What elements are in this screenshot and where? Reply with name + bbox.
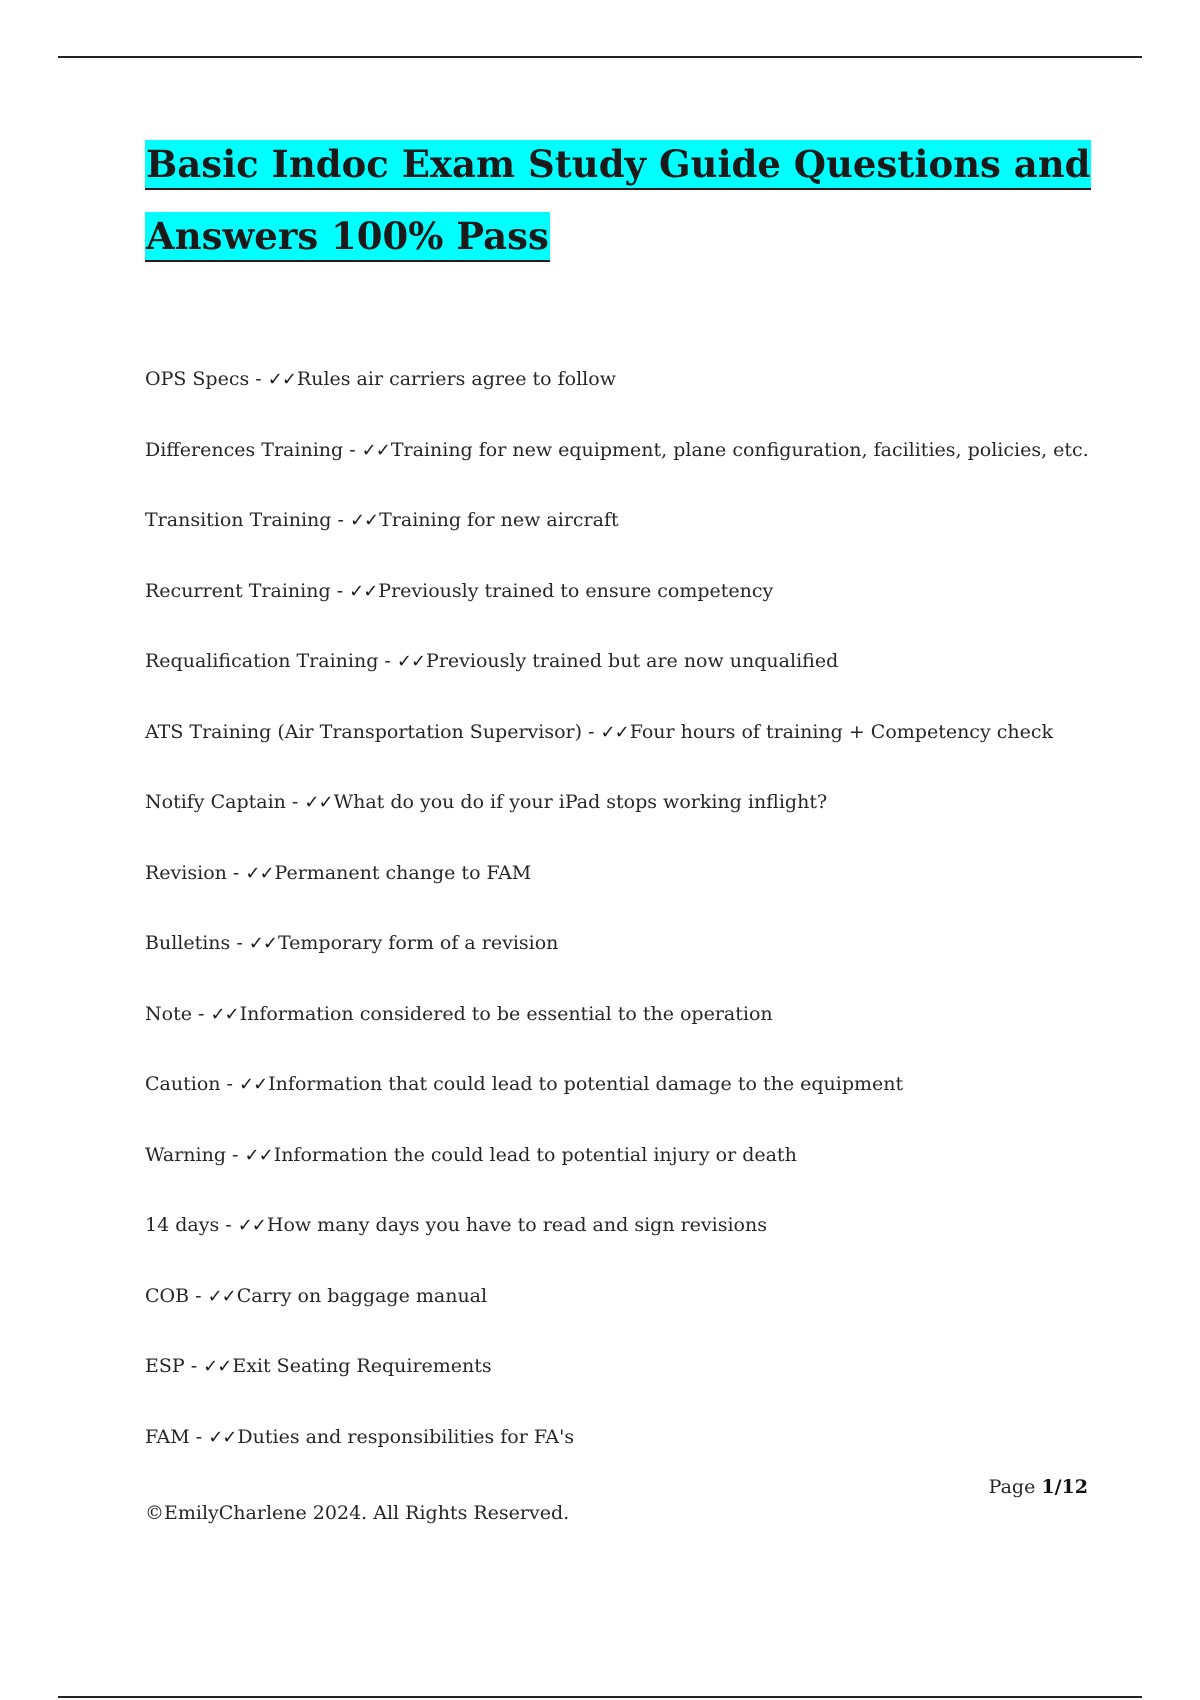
qa-separator: - bbox=[230, 932, 249, 954]
qa-item bbox=[145, 928, 1125, 999]
qa-list bbox=[145, 364, 1125, 1492]
qa-definition: Information that could lead to potential damage to the equipment bbox=[268, 1073, 904, 1095]
qa-item bbox=[145, 435, 1125, 506]
qa-definition: What do you do if your iPad stops working inflight? bbox=[333, 791, 828, 813]
qa-definition: Previously trained but are now unqualified bbox=[426, 650, 839, 672]
qa-definition: Permanent change to FAM bbox=[274, 861, 532, 884]
qa-separator: - bbox=[220, 1073, 239, 1095]
qa-definition: Exit Seating Requirements bbox=[232, 1355, 492, 1377]
qa-separator: - bbox=[249, 368, 268, 390]
qa-separator: - bbox=[219, 1214, 238, 1236]
qa-term: Requalification Training bbox=[145, 650, 379, 672]
double-check-icon: ✓✓ bbox=[600, 721, 629, 743]
title-line-2: Answers 100% Pass bbox=[145, 212, 550, 262]
page-current: 1 bbox=[1041, 1476, 1055, 1498]
qa-term: Differences Training bbox=[145, 438, 344, 461]
qa-item bbox=[145, 576, 1125, 647]
double-check-icon: ✓✓ bbox=[207, 1285, 236, 1307]
title-line-1: Basic Indoc Exam Study Guide Questions and bbox=[145, 140, 1091, 190]
qa-separator: - bbox=[191, 1002, 211, 1025]
top-divider bbox=[58, 56, 1142, 58]
qa-definition: Training for new aircraft bbox=[379, 509, 619, 531]
qa-separator: - bbox=[285, 791, 305, 813]
qa-separator: - bbox=[226, 861, 246, 884]
qa-item bbox=[145, 787, 1125, 858]
qa-term: Notify Captain bbox=[145, 791, 286, 813]
qa-separator: - bbox=[189, 1284, 208, 1307]
double-check-icon: ✓✓ bbox=[349, 510, 379, 531]
qa-separator: - bbox=[226, 1143, 245, 1166]
qa-term: Warning bbox=[145, 1143, 227, 1166]
qa-definition: Information the could lead to potential injury or death bbox=[273, 1143, 797, 1166]
qa-item bbox=[145, 1422, 1125, 1493]
qa-separator: - bbox=[378, 650, 397, 672]
double-check-icon: ✓✓ bbox=[208, 1426, 237, 1448]
double-check-icon: ✓✓ bbox=[244, 1144, 273, 1166]
qa-separator: - bbox=[184, 1355, 204, 1377]
qa-item bbox=[145, 505, 1125, 576]
qa-term: Bulletins bbox=[145, 932, 231, 954]
qa-item bbox=[145, 646, 1125, 717]
qa-separator: - bbox=[582, 720, 601, 743]
page-label: Page bbox=[988, 1476, 1036, 1498]
qa-term: Note bbox=[145, 1002, 192, 1025]
qa-separator: - bbox=[330, 579, 350, 602]
double-check-icon: ✓✓ bbox=[237, 1215, 266, 1236]
qa-separator: - bbox=[189, 1425, 209, 1448]
copyright-notice: ©EmilyCharlene 2024. All Rights Reserved. bbox=[145, 1502, 570, 1524]
double-check-icon: ✓✓ bbox=[396, 651, 426, 672]
qa-item bbox=[145, 1140, 1125, 1211]
qa-item bbox=[145, 1210, 1125, 1281]
qa-item bbox=[145, 364, 1125, 435]
double-check-icon: ✓✓ bbox=[248, 933, 277, 954]
qa-term: Transition Training bbox=[145, 509, 332, 531]
bottom-divider bbox=[58, 1696, 1142, 1698]
qa-separator: - bbox=[331, 509, 350, 531]
qa-item bbox=[145, 717, 1125, 788]
qa-item bbox=[145, 1069, 1125, 1140]
qa-item bbox=[145, 1351, 1125, 1422]
qa-term: ATS Training (Air Transportation Supervisor) bbox=[145, 720, 583, 743]
double-check-icon: ✓✓ bbox=[210, 1003, 239, 1025]
double-check-icon: ✓✓ bbox=[267, 369, 296, 390]
qa-separator: - bbox=[343, 438, 362, 461]
qa-definition: Training for new equipment, plane configuration, facilities, policies, etc. bbox=[390, 438, 1089, 461]
qa-term: Recurrent Training bbox=[145, 579, 331, 602]
qa-item bbox=[145, 858, 1125, 929]
qa-definition: Carry on baggage manual bbox=[236, 1284, 488, 1307]
qa-term: Revision bbox=[145, 861, 227, 884]
qa-term: OPS Specs bbox=[145, 368, 250, 390]
qa-term: FAM bbox=[145, 1425, 190, 1448]
qa-item bbox=[145, 1281, 1125, 1352]
qa-definition: How many days you have to read and sign revisions bbox=[266, 1214, 767, 1236]
qa-term: Caution bbox=[145, 1073, 221, 1095]
qa-definition: Four hours of training + Competency check bbox=[629, 720, 1053, 743]
qa-term: COB bbox=[145, 1284, 190, 1307]
double-check-icon: ✓✓ bbox=[304, 792, 333, 813]
double-check-icon: ✓✓ bbox=[245, 862, 274, 884]
document-title bbox=[145, 140, 1091, 262]
double-check-icon: ✓✓ bbox=[361, 439, 390, 461]
double-check-icon: ✓✓ bbox=[239, 1074, 268, 1095]
qa-term: ESP bbox=[145, 1355, 185, 1377]
qa-definition: Previously trained to ensure competency bbox=[378, 579, 774, 602]
qa-item bbox=[145, 999, 1125, 1070]
page-total: /12 bbox=[1054, 1476, 1088, 1498]
qa-term: 14 days bbox=[145, 1214, 220, 1236]
page-number bbox=[989, 1476, 1088, 1498]
qa-definition: Duties and responsibilities for FA's bbox=[237, 1425, 575, 1448]
double-check-icon: ✓✓ bbox=[349, 580, 378, 602]
qa-definition: Rules air carriers agree to follow bbox=[296, 368, 616, 390]
qa-definition: Information considered to be essential to the operation bbox=[239, 1002, 773, 1025]
qa-definition: Temporary form of a revision bbox=[277, 932, 559, 954]
double-check-icon: ✓✓ bbox=[203, 1356, 232, 1377]
